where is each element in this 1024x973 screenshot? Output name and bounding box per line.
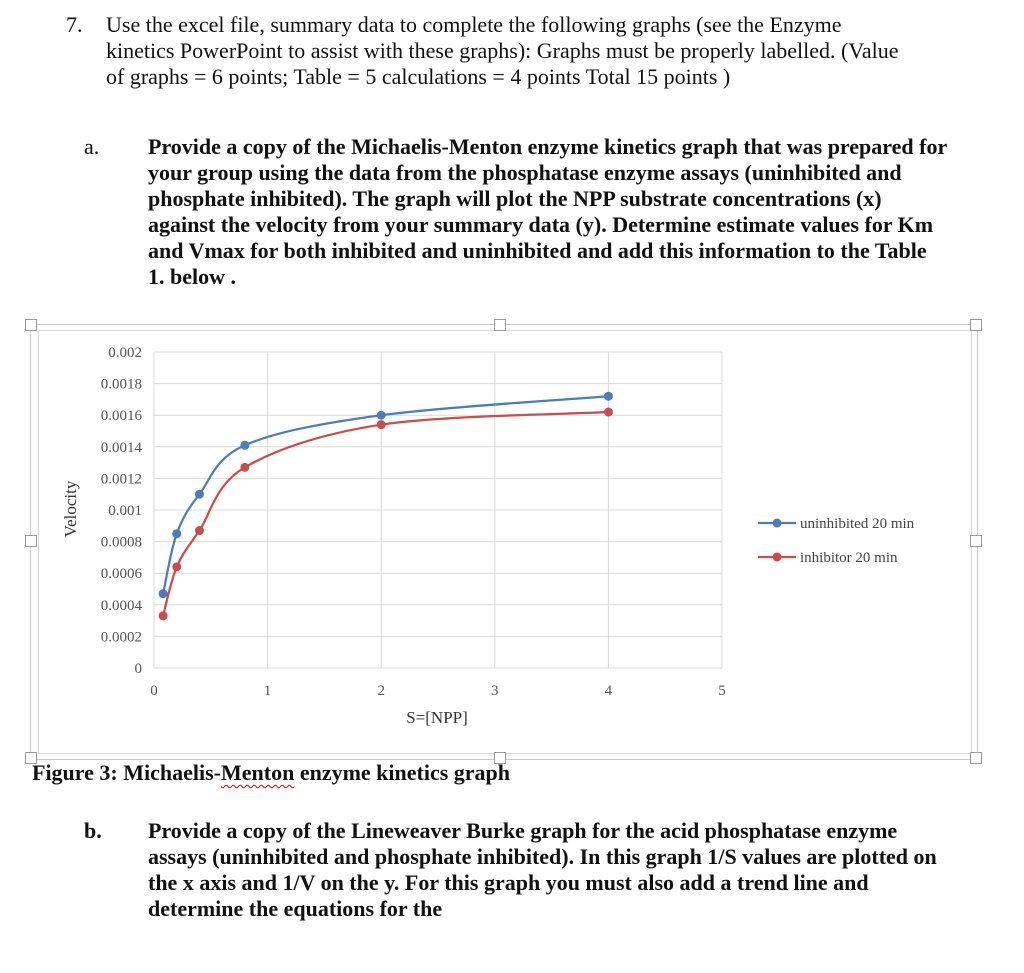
y-tick-label: 0.0004 bbox=[100, 597, 142, 614]
figure-caption-prefix: Figure 3: Michaelis- bbox=[32, 760, 221, 785]
data-point-inhibitor bbox=[240, 463, 249, 472]
legend-marker bbox=[773, 553, 782, 562]
x-tick-label: 5 bbox=[718, 683, 726, 699]
part-a-text: Provide a copy of the Michaelis-Menton enzyme kinetics graph that was prepared for your group using the data from the phosphatase enzyme assays (uninhibited and phosphate inhibited). The graph will plot the NPP substrate concentrations (x) against the velocity from your summary data (y). Determine estimate values for Km and Vmax for both inhibited and uninhibited and add this information to the Table 1. below . bbox=[148, 134, 947, 289]
part-b-label: b. bbox=[84, 818, 102, 843]
y-tick-label: 0.0018 bbox=[100, 376, 142, 393]
y-tick-label: 0.0006 bbox=[100, 566, 142, 583]
x-tick-label: 0 bbox=[150, 683, 158, 699]
y-tick-label: 0.002 bbox=[108, 345, 142, 361]
y-tick-label: 0 bbox=[134, 661, 142, 677]
data-point-inhibitor bbox=[172, 562, 181, 571]
data-point-uninhibited bbox=[377, 411, 386, 420]
series-line-inhibitor bbox=[163, 412, 608, 616]
x-tick-label: 1 bbox=[263, 683, 272, 699]
y-axis-label: Velocity bbox=[61, 480, 80, 538]
x-axis-label: S=[NPP] bbox=[406, 708, 468, 727]
x-tick-label: 3 bbox=[491, 683, 499, 699]
x-tick-label: 4 bbox=[604, 683, 613, 699]
figure-caption bbox=[32, 760, 510, 786]
data-point-inhibitor bbox=[377, 420, 386, 429]
y-tick-label: 0.0016 bbox=[100, 408, 142, 425]
legend-entry: inhibitor 20 min bbox=[800, 550, 898, 566]
y-tick-label: 0.0008 bbox=[100, 534, 142, 551]
y-tick-label: 0.001 bbox=[108, 503, 142, 519]
y-tick-label: 0.0014 bbox=[100, 439, 142, 456]
data-point-uninhibited bbox=[240, 441, 249, 450]
data-point-inhibitor bbox=[195, 526, 204, 535]
series-line-uninhibited bbox=[163, 396, 608, 594]
data-point-uninhibited bbox=[159, 589, 168, 598]
data-point-inhibitor bbox=[604, 408, 613, 417]
question-7-number: 7. bbox=[66, 12, 83, 37]
question-7-text: Use the excel file, summary data to complete the following graphs (see the Enzyme kinetics PowerPoint to assist with these graphs): Graphs must be properly labelled. (Value of graphs = 6 points; Table = 5 calculations = 4 points Total 15 points ) bbox=[106, 12, 899, 89]
legend-entry: uninhibited 20 min bbox=[800, 516, 915, 532]
figure-caption-misspelled-word: Menton bbox=[221, 760, 295, 785]
y-tick-label: 0.0012 bbox=[100, 471, 142, 488]
figure-caption-suffix: enzyme kinetics graph bbox=[294, 760, 511, 785]
data-point-uninhibited bbox=[172, 529, 181, 538]
data-point-uninhibited bbox=[195, 490, 204, 499]
legend-marker bbox=[773, 519, 782, 528]
x-tick-label: 2 bbox=[377, 683, 385, 699]
data-point-inhibitor bbox=[159, 611, 168, 620]
part-b-text: Provide a copy of the Lineweaver Burke graph for the acid phosphatase enzyme assays (uninhibited and phosphate inhibited). In this graph 1/S values are plotted on the x axis and 1/V on the y. For this graph you must also add a trend line and determine the equations for the bbox=[148, 818, 937, 921]
part-a-label: a. bbox=[84, 134, 100, 159]
y-tick-label: 0.0002 bbox=[100, 629, 142, 646]
data-point-uninhibited bbox=[604, 392, 613, 401]
